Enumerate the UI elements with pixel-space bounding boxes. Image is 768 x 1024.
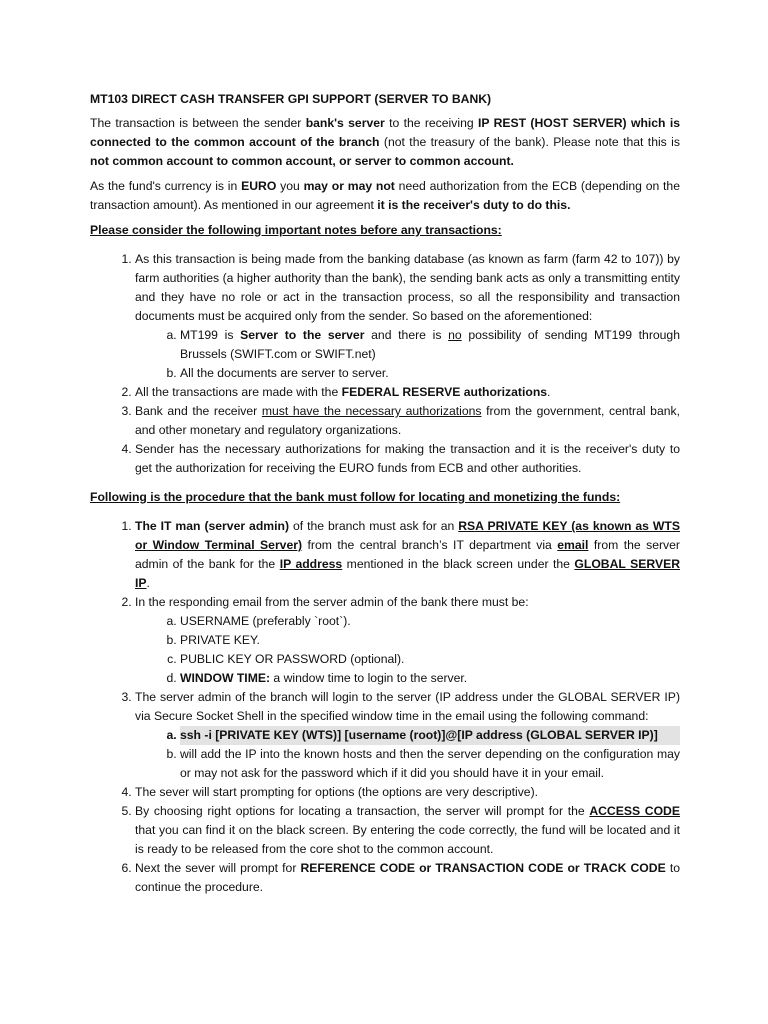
intro-text: The transaction is between the sender xyxy=(90,116,306,130)
step-bold-underline: ACCESS CODE xyxy=(589,804,680,818)
intro-paragraph xyxy=(90,114,680,171)
procedure-heading: Following is the procedure that the bank must follow for locating and monetizing the funds: xyxy=(90,490,621,504)
currency-bold: may or may not xyxy=(303,179,395,193)
step-text: In the responding email from the server admin of the bank there must be: xyxy=(135,595,529,609)
note-text: possibility of sending MT199 through Brussels (SWIFT.com or SWIFT.net) xyxy=(180,328,680,361)
step-text: By choosing right options for locating a transaction, the server will prompt for the xyxy=(135,804,590,818)
currency-bold: it is the receiver's duty to do this. xyxy=(377,198,571,212)
step-text: . xyxy=(146,576,150,590)
intro-text: to the receiving xyxy=(384,116,478,130)
note-text: from the government, central bank, and other monetary and regulatory organizations. xyxy=(135,404,680,437)
step-text: from the central branch’s IT department via xyxy=(302,538,558,552)
step-text: The server admin of the branch will login to the server (IP address under the GLOBAL SERVER IP) via Secure Socket Shell in the specified window time in the email using the following command: xyxy=(135,690,680,723)
step-bold-underline: RSA PRIVATE KEY (as known as WTS or Window Terminal Server) xyxy=(135,519,680,552)
intro-bold: IP REST (HOST SERVER) xyxy=(477,116,627,130)
list-item: b. will add the IP into the known hosts and then the server depending on the configuration may or may not ask for the password which if it did you should have it in your email. xyxy=(180,745,680,783)
list-item: c. PUBLIC KEY OR PASSWORD (optional). xyxy=(180,650,680,669)
note-text: and there is xyxy=(364,328,449,342)
note-text: All the transactions are made with the xyxy=(135,385,342,399)
intro-bold: bank's server xyxy=(305,116,385,130)
currency-text: need authorization from the ECB (depending on the transaction amount). As mentioned in our agreement xyxy=(90,179,680,212)
list-item: a. USERNAME (preferably `root`). xyxy=(180,612,680,631)
step-bold: WINDOW TIME: xyxy=(180,671,271,685)
step-text: that you can find it on the black screen. By entering the code correctly, the fund will be located and it is ready to be released from the core shot to the common account. xyxy=(135,823,680,856)
list-item: 4. The sever will start prompting for options (the options are very descriptive). xyxy=(135,783,680,802)
list-item xyxy=(135,593,680,688)
list-item xyxy=(135,402,680,440)
step-text: from the server admin of the bank for the xyxy=(135,538,680,571)
note-bold: FEDERAL RESERVE authorizations xyxy=(341,385,548,399)
currency-paragraph xyxy=(90,177,680,215)
step-bold-underline: GLOBAL SERVER IP xyxy=(135,557,680,590)
step-bold-underline: IP address xyxy=(279,557,343,571)
step-text: mentioned in the black screen under the xyxy=(342,557,575,571)
list-item xyxy=(135,688,680,783)
notes-list xyxy=(90,250,680,478)
step-text: a window time to login to the server. xyxy=(270,671,468,685)
note-underline: must have the necessary authorizations xyxy=(261,404,482,418)
sub-list xyxy=(135,612,680,688)
list-item xyxy=(180,326,680,364)
note-text: . xyxy=(547,385,551,399)
document-title: MT103 DIRECT CASH TRANSFER GPI SUPPORT (SERVER TO BANK) xyxy=(90,92,492,106)
list-item xyxy=(135,250,680,383)
list-item xyxy=(135,517,680,593)
list-item xyxy=(135,859,680,897)
list-item: b. PRIVATE KEY. xyxy=(180,631,680,650)
sub-list xyxy=(135,326,680,383)
currency-text: As the fund's currency is in xyxy=(90,179,242,193)
step-bold: REFERENCE CODE or TRANSACTION CODE or TRACK CODE xyxy=(300,861,666,875)
step-bold-underline: email xyxy=(557,538,589,552)
currency-text: you xyxy=(276,179,304,193)
list-item: 4. Sender has the necessary authorizations for making the transaction and it is the receiver's duty to get the authorization for receiving the EURO funds from ECB and other authorities. xyxy=(135,440,680,478)
note-text: Bank and the receiver xyxy=(135,404,262,418)
list-item xyxy=(180,669,680,688)
intro-bold: not common account to common account, or server to common account. xyxy=(90,154,514,168)
list-item xyxy=(135,802,680,859)
intro-text: (not the treasury of the bank). Please note that this is xyxy=(379,135,680,149)
ssh-command: a. ssh -i [PRIVATE KEY (WTS)] [username (root)]@[IP address (GLOBAL SERVER IP)] xyxy=(180,726,680,745)
step-text: to continue the procedure. xyxy=(135,861,680,894)
note-bold: Server to the server xyxy=(240,328,365,342)
step-bold: The IT man (server admin) xyxy=(135,519,290,533)
procedure-list xyxy=(90,517,680,897)
step-text: of the branch must ask for an xyxy=(289,519,459,533)
step-text: Next the sever will prompt for xyxy=(135,861,301,875)
sub-list xyxy=(135,726,680,783)
notes-heading: Please consider the following important notes before any transactions: xyxy=(90,223,502,237)
currency-bold: EURO xyxy=(241,179,277,193)
intro-bold: which is connected to the common account of the branch xyxy=(90,116,680,149)
note-text: As this transaction is being made from the banking database (as known as farm (farm 42 to 107)) by farm authorities (a higher authority than the bank), the sending bank acts as only a transmitting entity and they have no role or act in the transaction process, so all the responsibility and transaction documents must be acquired only from the sender. So based on the aforementioned: xyxy=(135,252,680,323)
list-item: b. All the documents are server to server. xyxy=(180,364,680,383)
list-item xyxy=(135,383,680,402)
note-text: MT199 is xyxy=(180,328,241,342)
note-underline: no xyxy=(448,328,462,342)
